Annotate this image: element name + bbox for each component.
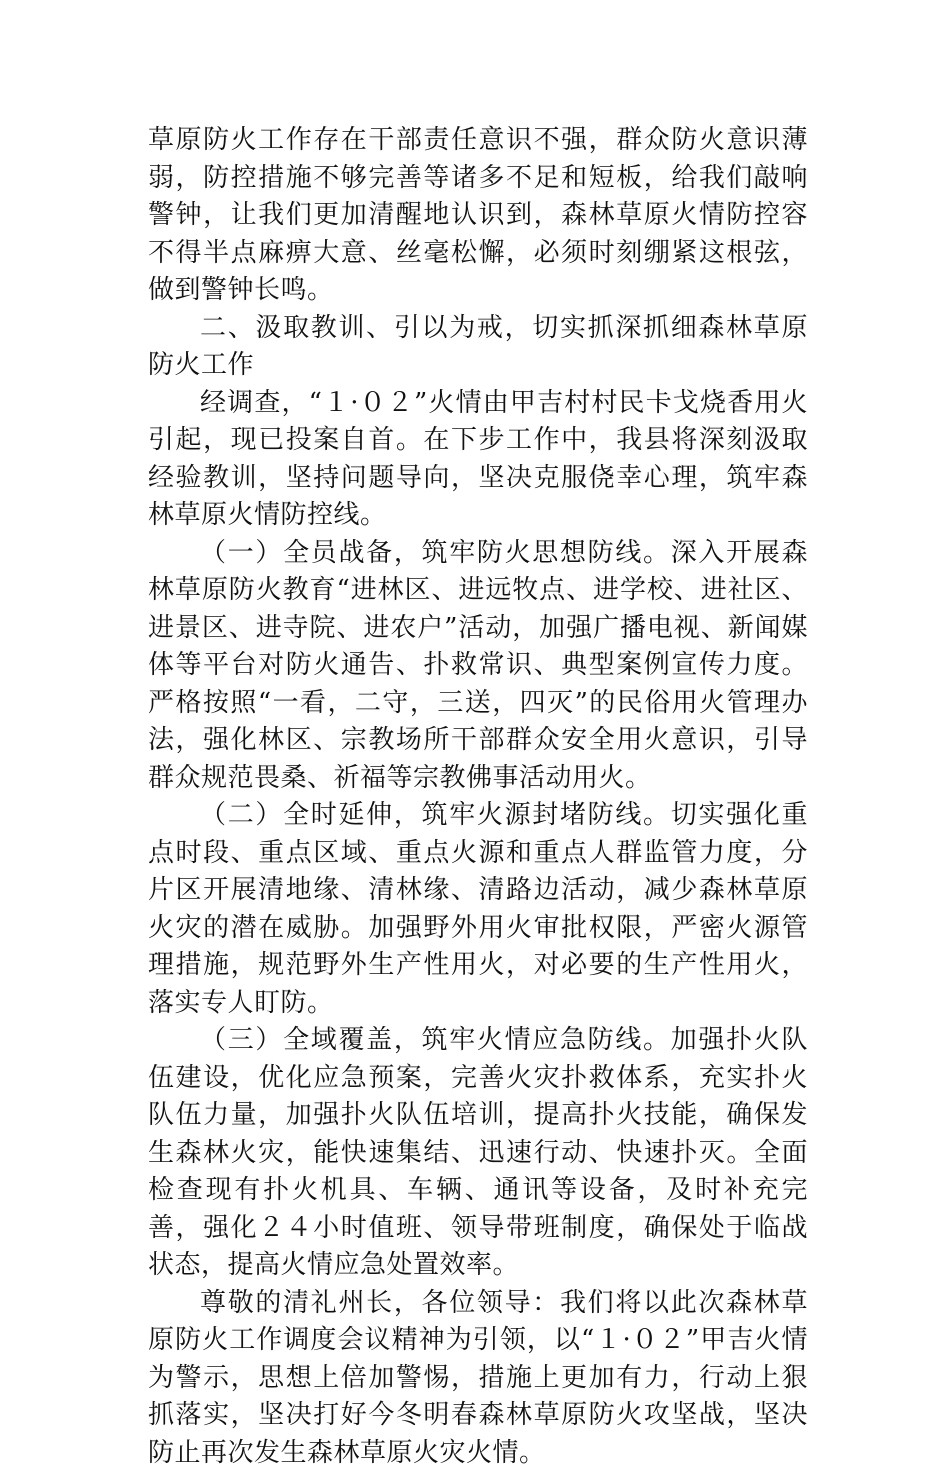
document-body xyxy=(148,122,808,1472)
paragraph-item-two: （二）全时延伸，筑牢火源封堵防线。切实强化重点时段、重点区域、重点火源和重点人群监管力度，分片区开展清地缘、清林缘、清路边活动，减少森林草原火灾的潜在威胁。加强野外用火审批权限，严密火源管理措施，规范野外生产性用火，对必要的生产性用火，落实专人盯防。 xyxy=(148,797,808,1022)
paragraph-closing: 尊敬的清礼州长，各位领导：我们将以此次森林草原防火工作调度会议精神为引领，以“１·０２”甲吉火情为警示，思想上倍加警惕，措施上更加有力，行动上狠抓落实，坚决打好今冬明春森林草原防火攻坚战，坚决防止再次发生森林草原火灾火情。 xyxy=(148,1285,808,1472)
section-heading-two: 二、汲取教训、引以为戒，切实抓深抓细森林草原防火工作 xyxy=(148,310,808,385)
paragraph-investigation: 经调查，“１·０２”火情由甲吉村村民卡戈烧香用火引起，现已投案自首。在下步工作中，我县将深刻汲取经验教训，坚持问题导向，坚决克服侥幸心理，筑牢森林草原火情防控线。 xyxy=(148,385,808,535)
paragraph-continued: 草原防火工作存在干部责任意识不强，群众防火意识薄弱，防控措施不够完善等诸多不足和短板，给我们敲响警钟，让我们更加清醒地认识到，森林草原火情防控容不得半点麻痹大意、丝毫松懈，必须时刻绷紧这根弦，做到警钟长鸣。 xyxy=(148,122,808,310)
paragraph-item-one: （一）全员战备，筑牢防火思想防线。深入开展森林草原防火教育“进林区、进远牧点、进学校、进社区、进景区、进寺院、进农户”活动，加强广播电视、新闻媒体等平台对防火通告、扑救常识、典型案例宣传力度。严格按照“一看，二守，三送，四灭”的民俗用火管理办法，强化林区、宗教场所干部群众安全用火意识，引导群众规范畏桑、祈福等宗教佛事活动用火。 xyxy=(148,535,808,798)
paragraph-item-three: （三）全域覆盖，筑牢火情应急防线。加强扑火队伍建设，优化应急预案，完善火灾扑救体系，充实扑火队伍力量，加强扑火队伍培训，提高扑火技能，确保发生森林火灾，能快速集结、迅速行动、快速扑灭。全面检查现有扑火机具、车辆、通讯等设备，及时补充完善，强化２４小时值班、领导带班制度，确保处于临战状态，提高火情应急处置效率。 xyxy=(148,1022,808,1285)
